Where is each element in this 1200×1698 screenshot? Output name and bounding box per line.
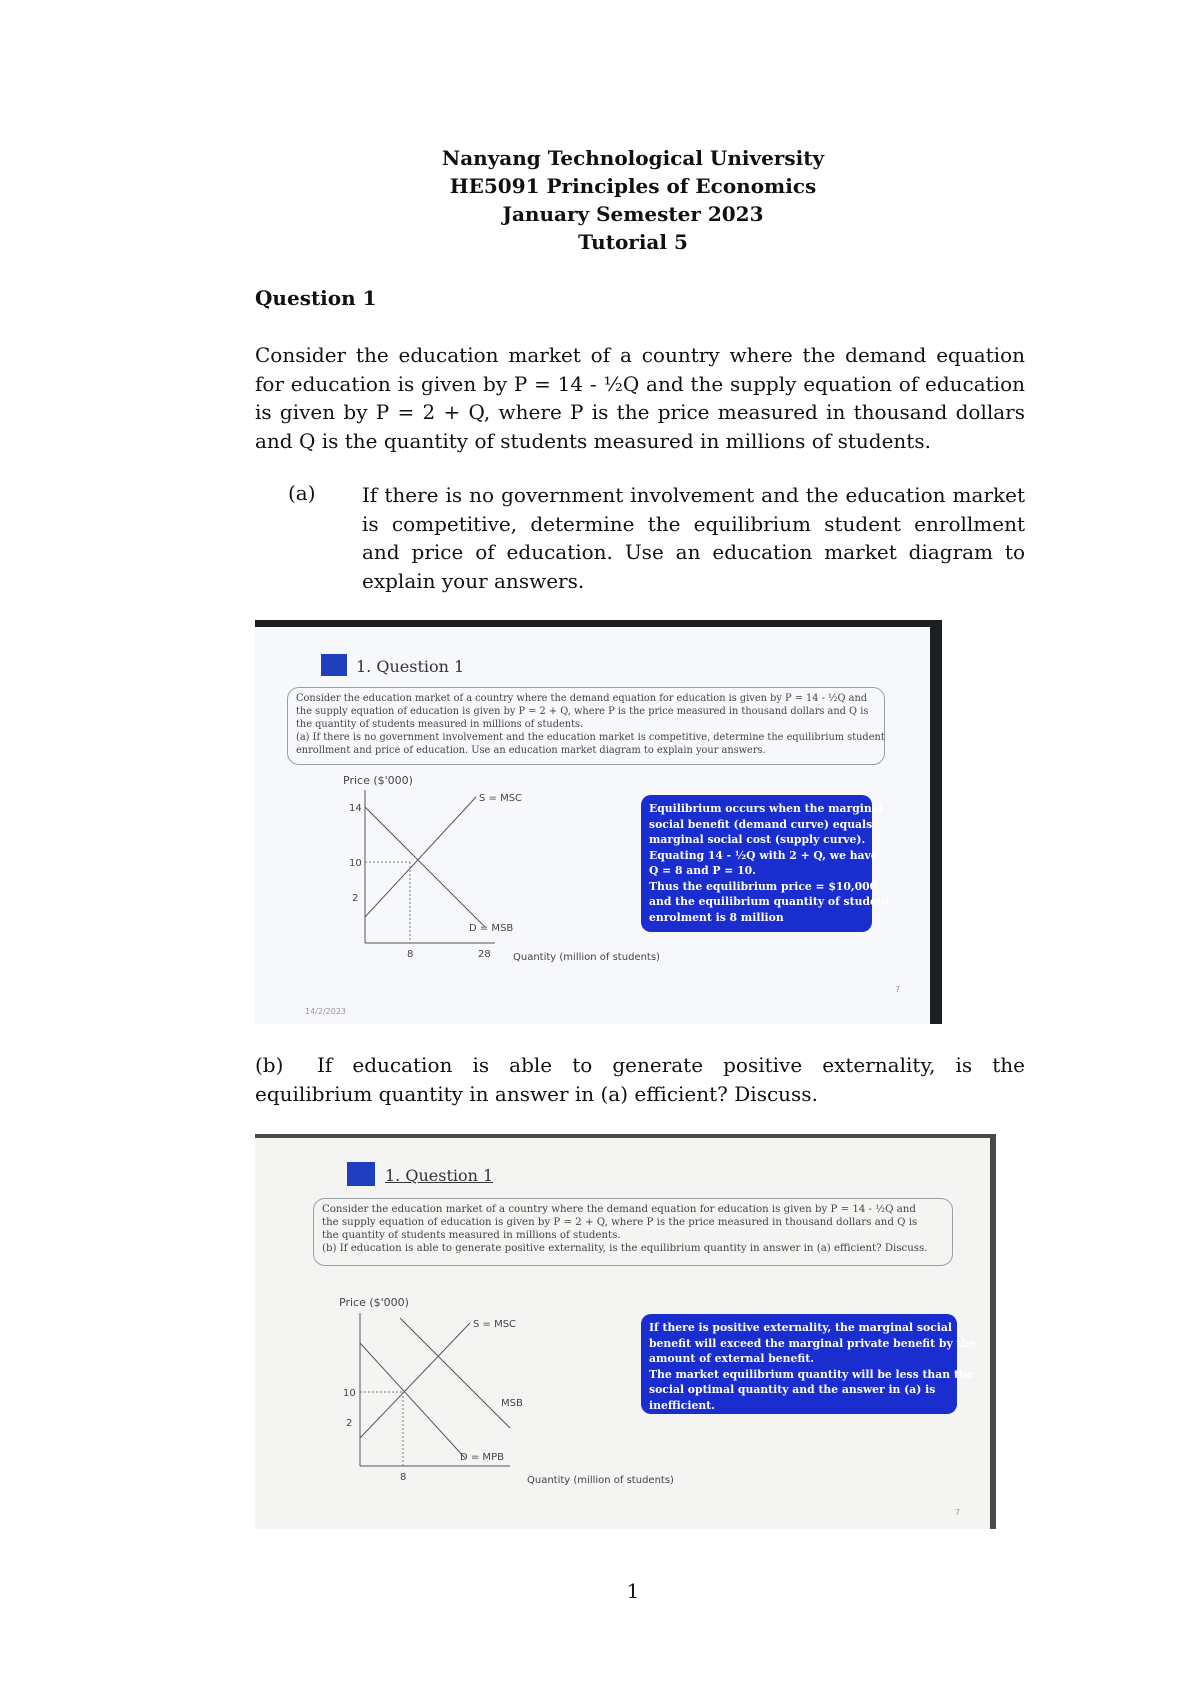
part-a-label: (a) — [288, 481, 316, 505]
answer-line: benefit will exceed the marginal private benefit by the — [649, 1336, 977, 1350]
demand-curve — [365, 807, 485, 927]
slide-page-number: 7 — [955, 1508, 961, 1517]
slide-page-number: 7 — [895, 985, 901, 994]
slide-box-line: (a) If there is no government involvement and the education market is competitive, determine the equilibrium student — [296, 732, 885, 743]
part-b-text: If education is able to generate positive externality, is the equilibrium quantity in answer in (a) efficient? Discuss. — [255, 1053, 1025, 1106]
slide-title: 1. Question 1 — [356, 657, 465, 676]
part-b — [255, 1051, 1025, 1108]
slide-box-line: (b) If education is able to generate positive externality, is the equilibrium quantity in answer in (a) efficient? Discuss. — [322, 1243, 928, 1254]
answer-line: Q = 8 and P = 10. — [649, 864, 756, 877]
part-a-text: If there is no government involvement and the education market is competitive, determine the equilibrium student enrollment and price of education. Use an education market diagram to explain your answers. — [362, 483, 1025, 593]
answer-line: marginal social cost (supply curve). — [649, 833, 866, 846]
university-name: Nanyang Technological University — [441, 146, 825, 170]
answer-line: amount of external benefit. — [649, 1352, 814, 1365]
demand-mpb-curve — [360, 1343, 465, 1458]
supply-label: S = MSC — [479, 793, 523, 804]
supply-curve — [365, 797, 476, 917]
answer-line: social benefit (demand curve) equals — [649, 817, 873, 831]
answer-line: The market equilibrium quantity will be less than the — [649, 1367, 974, 1381]
slide-title: 1. Question 1 — [385, 1166, 494, 1185]
supply-label: S = MSC — [473, 1319, 517, 1330]
answer-line: Equating 14 - ½Q with 2 + Q, we have — [649, 848, 878, 862]
semester: January Semester 2023 — [502, 202, 764, 226]
answer-box-a — [641, 795, 890, 932]
slide-box-line: Consider the education market of a country where the demand equation for education is given by P = 14 - ½Q and — [296, 693, 868, 704]
y-tick-2: 2 — [352, 893, 359, 904]
y-tick-2: 2 — [346, 1418, 353, 1429]
slide-date: 14/2/2023 — [305, 1007, 347, 1016]
demand-label: D = MSB — [469, 923, 514, 934]
slide-photo-part-a — [255, 620, 942, 1024]
slide-screen — [255, 627, 930, 1024]
y-tick-10: 10 — [343, 1388, 356, 1399]
part-b-label: (b) — [255, 1053, 284, 1077]
y-tick-14: 14 — [349, 803, 362, 814]
demand-label: D = MPB — [460, 1452, 504, 1463]
question-title: Question 1 — [255, 286, 377, 310]
slide-box-line: the supply equation of education is given by P = 2 + Q, where P is the price measured in thousand dollars and Q is — [322, 1217, 918, 1228]
x-axis-label: Quantity (million of students) — [527, 1475, 674, 1486]
course-name: HE5091 Principles of Economics — [449, 174, 817, 198]
slide-box-line: the quantity of students measured in millions of students. — [296, 719, 584, 730]
slide-screen — [255, 1138, 990, 1529]
page-number: 1 — [626, 1579, 640, 1603]
slide-box-line: enrollment and price of education. Use an education market diagram to explain your answers. — [296, 745, 766, 756]
y-axis-label: Price ($'000) — [339, 1296, 409, 1309]
y-tick-10: 10 — [349, 858, 362, 869]
slide-box-line: the quantity of students measured in millions of students. — [322, 1230, 621, 1241]
answer-line: inefficient. — [649, 1398, 715, 1412]
x-tick-8: 8 — [407, 949, 414, 960]
answer-line: Equilibrium occurs when the marginal — [649, 802, 883, 815]
answer-line: social optimal quantity and the answer in (a) is — [649, 1383, 936, 1396]
y-axis-label: Price ($'000) — [343, 774, 413, 787]
supply-curve — [360, 1323, 470, 1438]
slide-box-line: the supply equation of education is given by P = 2 + Q, where P is the price measured in thousand dollars and Q is — [296, 706, 869, 717]
x-tick-28: 28 — [478, 949, 491, 960]
answer-box-b — [641, 1314, 977, 1414]
answer-line: Thus the equilibrium price = $10,000 — [649, 879, 878, 893]
msb-label: MSB — [501, 1398, 523, 1409]
x-axis-label: Quantity (million of students) — [513, 952, 660, 963]
answer-line: and the equilibrium quantity of student — [649, 895, 890, 908]
slide-photo-part-b — [255, 1134, 996, 1529]
document-header — [0, 144, 1200, 256]
answer-line: enrolment is 8 million — [649, 910, 784, 924]
question-intro: Consider the education market of a country where the demand equation for education is given by P = 14 - ½Q and the supply equation of education is given by P = 2 + Q, where P is the price measured in thousand dollars and Q is the quantity of students measured in millions of students. — [255, 343, 1025, 453]
answer-line: If there is positive externality, the marginal social — [649, 1321, 952, 1334]
x-tick-8: 8 — [400, 1472, 407, 1483]
msb-curve — [400, 1318, 510, 1428]
tutorial-title: Tutorial 5 — [578, 230, 688, 254]
slide-box-line: Consider the education market of a country where the demand equation for education is given by P = 14 - ½Q and — [322, 1204, 916, 1215]
